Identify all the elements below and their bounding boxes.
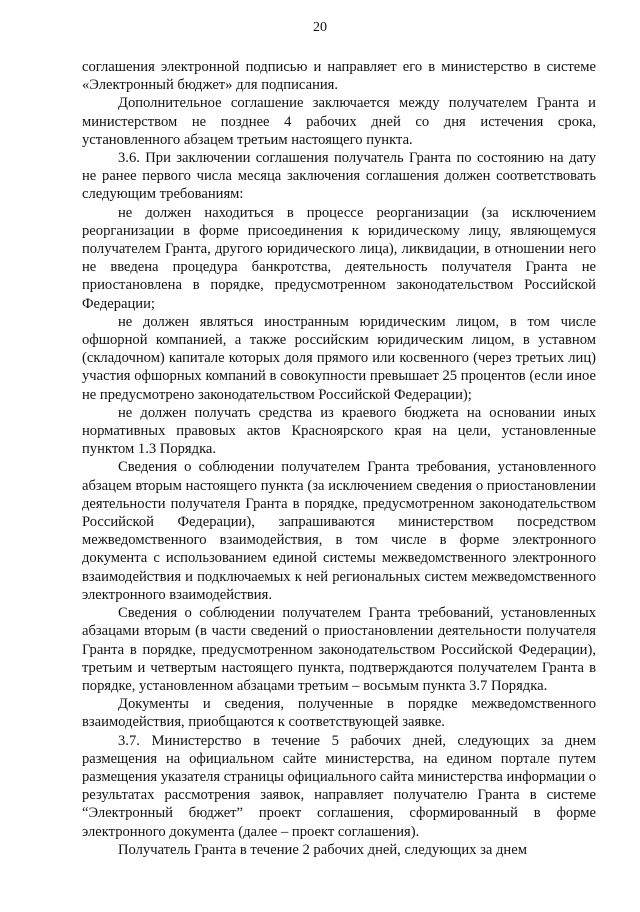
paragraph-6: не должен получать средства из краевого бюджета на основании иных нормативных правовых актов Красноярского края на цели, установленные пунктом 1.3 Порядка. (82, 404, 596, 458)
document-body (82, 58, 596, 859)
paragraph-3: 3.6. При заключении соглашения получатель Гранта по состоянию на дату не ранее первого числа месяца заключения соглашения должен соответствовать следующим требованиям: (82, 150, 596, 203)
paragraph-1: соглашения электронной подписью и направляет его в министерство в системе «Электронный бюджет» для подписания. (82, 59, 596, 94)
paragraph-7: Сведения о соблюдении получателем Гранта требования, установленного абзацем вторым настоящего пункта (за исключением сведения о приостановлении деятельности получателя Гранта в порядке, предусмотренном законодательством Российской Федерации), запрашиваются министерством посредством межведомственного взаимодействия, в том числе в форме электронного документа с использованием единой системы межведомственного электронного взаимодействия и подключаемых к ней региональных систем межведомственного электронного взаимодействия. (82, 459, 596, 603)
paragraph-5: не должен являться иностранным юридическим лицом, в том числе офшорной компанией, а также российским юридическим лицом, в уставном (складочном) капитале которых доля прямого или косвенного (через третьих лиц) участия офшорных компаний в совокупности превышает 25 процентов (если иное не предусмотрено законодательством Российской Федерации); (82, 313, 596, 403)
paragraph-4: не должен находиться в процессе реорганизации (за исключением реорганизации в форме присоединения к юридическому лицу, являющемуся получателем Гранта, другого юридического лица), ликвидации, в отношении него не введена процедура банкротства, деятельность получателя Гранта не приостановлена в порядке, предусмотренном законодательством Российской Федерации; (82, 204, 596, 312)
paragraph-10: 3.7. Министерство в течение 5 рабочих дней, следующих за днем размещения на официальном сайте министерства, на едином портале путем размещения указателя страницы официального сайта министерства информации о результатах рассмотрения заявок, направляет получателю Гранта в системе “Электронный бюджет” проект соглашения, сформированный в форме электронного документа (далее – проект соглашения). (82, 732, 596, 840)
paragraph-9: Документы и сведения, полученные в порядке межведомственного взаимодействия, приобщаются к соответствующей заявке. (82, 696, 596, 731)
paragraph-2: Дополнительное соглашение заключается между получателем Гранта и министерством не позднее 4 рабочих дней со дня истечения срока, установленного абзацем третьим настоящего пункта. (82, 95, 596, 148)
paragraph-11: Получатель Гранта в течение 2 рабочих дней, следующих за днем (118, 841, 527, 858)
paragraph-8: Сведения о соблюдении получателем Гранта требований, установленных абзацами вторым (в части сведений о приостановлении деятельности получателя Гранта в порядке, предусмотренном законодательством Российской Федерации), третьим и четвертым настоящего пункта, подтверждаются получателем Гранта в порядке, установленном абзацами третьим – восьмым пункта 3.7 Порядка. (82, 605, 596, 694)
page-number: 20 (313, 20, 327, 35)
